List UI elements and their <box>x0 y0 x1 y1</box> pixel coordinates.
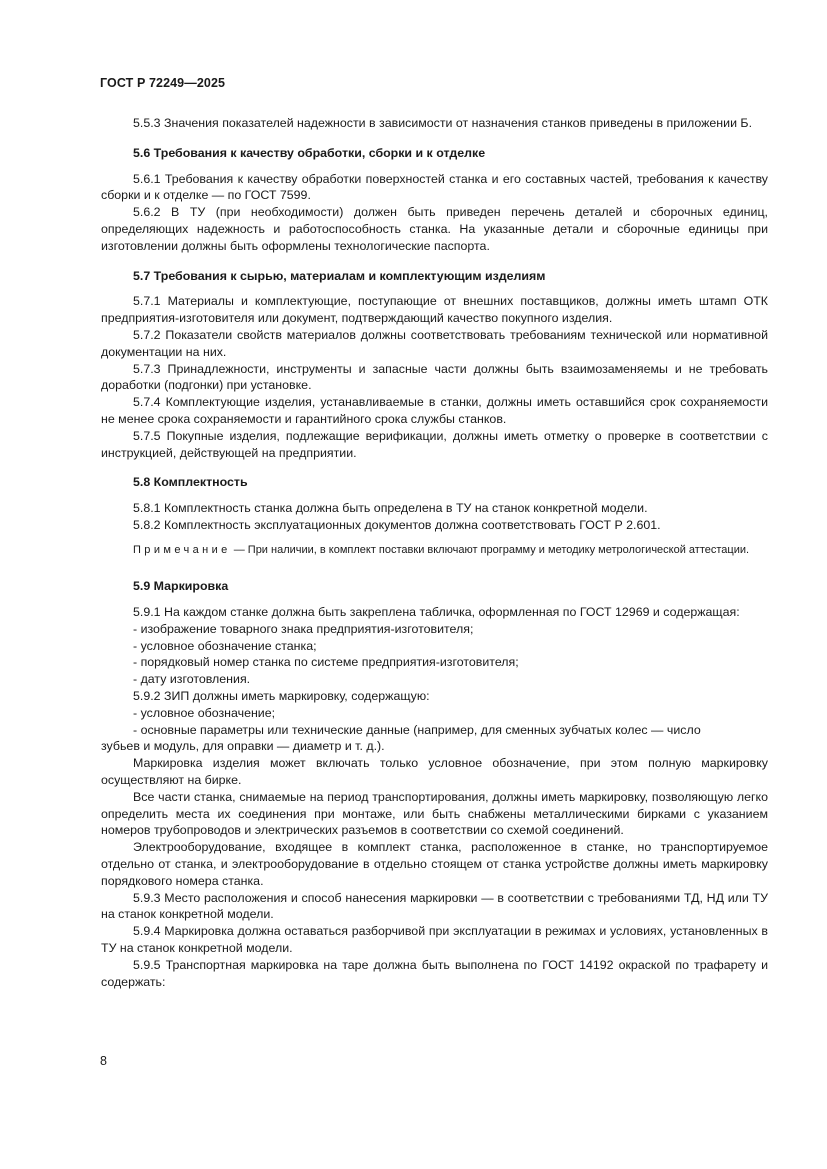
paragraph-marking-3: Электрооборудование, входящее в комплект станка, расположенное в станке, но транспортируемое отдельно от станка, и электрооборудование в отдельно стоящем от станка устройстве должны иметь маркировку порядкового номера станка. <box>101 840 768 888</box>
note-label: Примечание <box>133 543 231 556</box>
paragraph-5-7-2: 5.7.2 Показатели свойств материалов должны соответствовать требованиям технической или нормативной документации на них. <box>101 327 768 359</box>
paragraph-5-9-1: 5.9.1 На каждом станке должна быть закреплена табличка, оформленная по ГОСТ 12969 и содержащая: <box>133 605 740 620</box>
list-item: - изображение товарного знака предприятия-изготовителя; <box>133 621 474 636</box>
list-item: - основные параметры или технические данные (например, для сменных зубчатых колес — число <box>133 722 701 737</box>
paragraph-5-9-2: 5.9.2 ЗИП должны иметь маркировку, содержащую: <box>133 689 430 704</box>
paragraph-5-5-3: 5.5.3 Значения показателей надежности в зависимости от назначения станков приведены в приложении Б. <box>133 116 753 130</box>
section-heading-5-6: 5.6 Требования к качеству обработки, сборки и к отделке <box>133 145 486 160</box>
paragraph-5-6-2: 5.6.2 В ТУ (при необходимости) должен быть приведен перечень деталей и сборочных единиц, определяющих надежность и работоспособность станка. На указанные детали и сборочные единицы при изготовлении должны быть оформлены технологические паспорта. <box>101 205 768 253</box>
page-number: 8 <box>100 1054 107 1068</box>
paragraph-5-6-1: 5.6.1 Требования к качеству обработки поверхностей станка и его составных частей, требования к качеству сборки и к отделке — по ГОСТ 7599. <box>101 171 768 203</box>
section-heading-5-9: 5.9 Маркировка <box>133 579 229 594</box>
note <box>101 543 768 559</box>
paragraph-5-7-3: 5.7.3 Принадлежности, инструменты и запасные части должны быть взаимозаменяемы и не требовать доработки (подгонки) при установке. <box>101 361 768 393</box>
note-text: — При наличии, в комплект поставки включают программу и методику метрологической аттестации. <box>230 543 750 556</box>
paragraph-marking-1: Маркировка изделия может включать только условное обозначение, при этом полную маркировку осуществляют на бирке. <box>101 756 768 787</box>
list-item: - дату изготовления. <box>133 672 251 687</box>
list-item: - порядковый номер станка по системе предприятия-изготовителя; <box>133 655 519 670</box>
paragraph-marking-2: Все части станка, снимаемые на период транспортирования, должны иметь маркировку, позволяющую легко определить места их соединения при монтаже, или быть снабжены металлическими бирками с указанием номеров трубопроводов и электрических разъемов в соответствии со схемой соединений. <box>101 789 768 838</box>
paragraph-5-9-5: 5.9.5 Транспортная маркировка на таре должна быть выполнена по ГОСТ 14192 окраской по трафарету и содержать: <box>101 957 768 989</box>
document-body <box>101 115 768 990</box>
paragraph-5-7-1: 5.7.1 Материалы и комплектующие, поступающие от внешних поставщиков, должны иметь штамп ОТК предприятия-изготовителя или документ, подтверждающий качество покупного изделия. <box>101 294 768 326</box>
list-item-continuation: зубьев и модуль, для оправки — диаметр и т. д.). <box>101 739 385 754</box>
list-item: - условное обозначение; <box>133 705 276 720</box>
list-item: - условное обозначение станка; <box>133 638 317 653</box>
paragraph-5-7-4: 5.7.4 Комплектующие изделия, устанавливаемые в станки, должны иметь оставшийся срок сохраняемости не менее срока сохраняемости и гарантийного срока службы станков. <box>101 395 768 426</box>
section-heading-5-8: 5.8 Комплектность <box>133 475 248 490</box>
paragraph-5-8-1: 5.8.1 Комплектность станка должна быть определена в ТУ на станок конкретной модели. <box>133 501 648 516</box>
paragraph-5-9-3: 5.9.3 Место расположения и способ нанесения маркировки — в соответствии с требованиями ТД, НД или ТУ на станок конкретной модели. <box>101 890 768 922</box>
section-heading-5-7: 5.7 Требования к сырью, материалам и комплектующим изделиям <box>133 268 546 283</box>
document-header: ГОСТ Р 72249—2025 <box>100 76 226 90</box>
paragraph-5-9-4: 5.9.4 Маркировка должна оставаться разборчивой при эксплуатации в режимах и условиях, установленных в ТУ на станок конкретной модели. <box>101 924 768 955</box>
paragraph-5-7-5: 5.7.5 Покупные изделия, подлежащие верификации, должны иметь отметку о проверке в соответствии с инструкцией, действующей на предприятии. <box>101 428 768 460</box>
paragraph-5-8-2: 5.8.2 Комплектность эксплуатационных документов должна соответствовать ГОСТ Р 2.601. <box>133 517 661 532</box>
